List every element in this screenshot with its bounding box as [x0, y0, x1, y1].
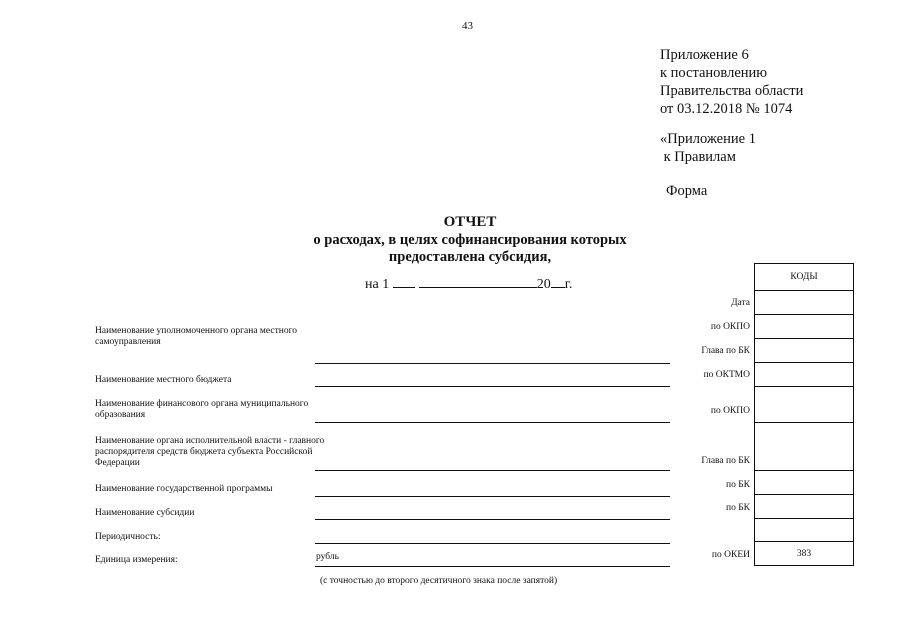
date-prefix: на 1: [365, 277, 390, 292]
code-label-okpo-finance: по ОКПО: [710, 406, 750, 416]
field-label-executive-body: Наименование органа исполнительной власти - главного распорядителя средств бюджета субъекта Российской Федерации: [95, 436, 325, 468]
report-date-line: [365, 273, 572, 293]
report-title: ОТЧЕТ: [443, 214, 497, 230]
annex-rules-line: к Правилам: [660, 149, 736, 165]
field-line-budget[interactable]: [315, 386, 670, 387]
day-blank[interactable]: [393, 273, 415, 288]
date-suffix: г.: [564, 277, 573, 292]
code-label-head-bk: Глава по БК: [701, 346, 750, 356]
code-label-bk-program: по БК: [725, 480, 750, 490]
unit-value: рубль: [316, 552, 339, 562]
annex-line: Приложение 6: [660, 47, 749, 63]
code-cell-bk-program[interactable]: [755, 471, 854, 495]
month-blank[interactable]: [419, 273, 537, 288]
code-cell-periodicity[interactable]: [755, 519, 854, 542]
code-label-head-bk-executive: Глава по БК: [701, 456, 750, 466]
code-cell-okei[interactable]: 383: [755, 542, 854, 566]
code-cell-bk-subsidy[interactable]: [755, 495, 854, 519]
code-label-date: Дата: [731, 298, 750, 308]
form-label: Форма: [666, 183, 708, 199]
field-label-budget: Наименование местного бюджета: [95, 375, 232, 385]
annex-rules: [660, 130, 756, 166]
code-label-okpo: по ОКПО: [710, 322, 750, 332]
field-label-authority: Наименование уполномоченного органа местного самоуправления: [95, 326, 297, 347]
code-cell-okpo-finance[interactable]: [755, 387, 854, 423]
code-cell-head-bk-executive[interactable]: [755, 423, 854, 471]
field-line-executive-body[interactable]: [315, 470, 670, 471]
annex-line: от 03.12.2018 № 1074: [660, 101, 793, 117]
code-cell-head-bk[interactable]: [755, 339, 854, 363]
code-cell-oktmo[interactable]: [755, 363, 854, 387]
code-cell-date[interactable]: [755, 291, 854, 315]
codes-table: [754, 263, 854, 566]
code-label-okei: по ОКЕИ: [711, 550, 750, 560]
codes-header: КОДЫ: [755, 264, 854, 291]
annex-header: [660, 46, 803, 118]
code-label-oktmo: по ОКТМО: [703, 370, 750, 380]
year-blank[interactable]: [551, 273, 565, 288]
field-label-program: Наименование государственной программы: [95, 484, 273, 494]
page-number: 43: [462, 20, 473, 32]
field-line-subsidy[interactable]: [315, 519, 670, 520]
code-label-bk-subsidy: по БК: [725, 503, 750, 513]
precision-note: (с точностью до второго десятичного знака после запятой): [320, 576, 558, 586]
field-label-periodicity: Периодичность:: [95, 532, 161, 542]
field-line-unit[interactable]: [315, 566, 670, 567]
year-prefix: 20: [536, 277, 551, 292]
report-subtitle: о расходах, в целях софинансирования которых предоставлена субсидия,: [313, 232, 627, 265]
field-line-program[interactable]: [315, 496, 670, 497]
field-line-periodicity[interactable]: [315, 543, 670, 544]
field-line-authority[interactable]: [315, 363, 670, 364]
code-cell-okpo[interactable]: [755, 315, 854, 339]
annex-line: к постановлению: [660, 65, 768, 81]
field-label-subsidy: Наименование субсидии: [95, 508, 195, 518]
annex-line: Правительства области: [660, 83, 804, 99]
field-label-unit: Единица измерения:: [95, 555, 178, 565]
annex-rules-line: «Приложение 1: [660, 131, 756, 147]
field-line-finance-body[interactable]: [315, 422, 670, 423]
field-label-finance-body: Наименование финансового органа муниципального образования: [95, 399, 309, 420]
